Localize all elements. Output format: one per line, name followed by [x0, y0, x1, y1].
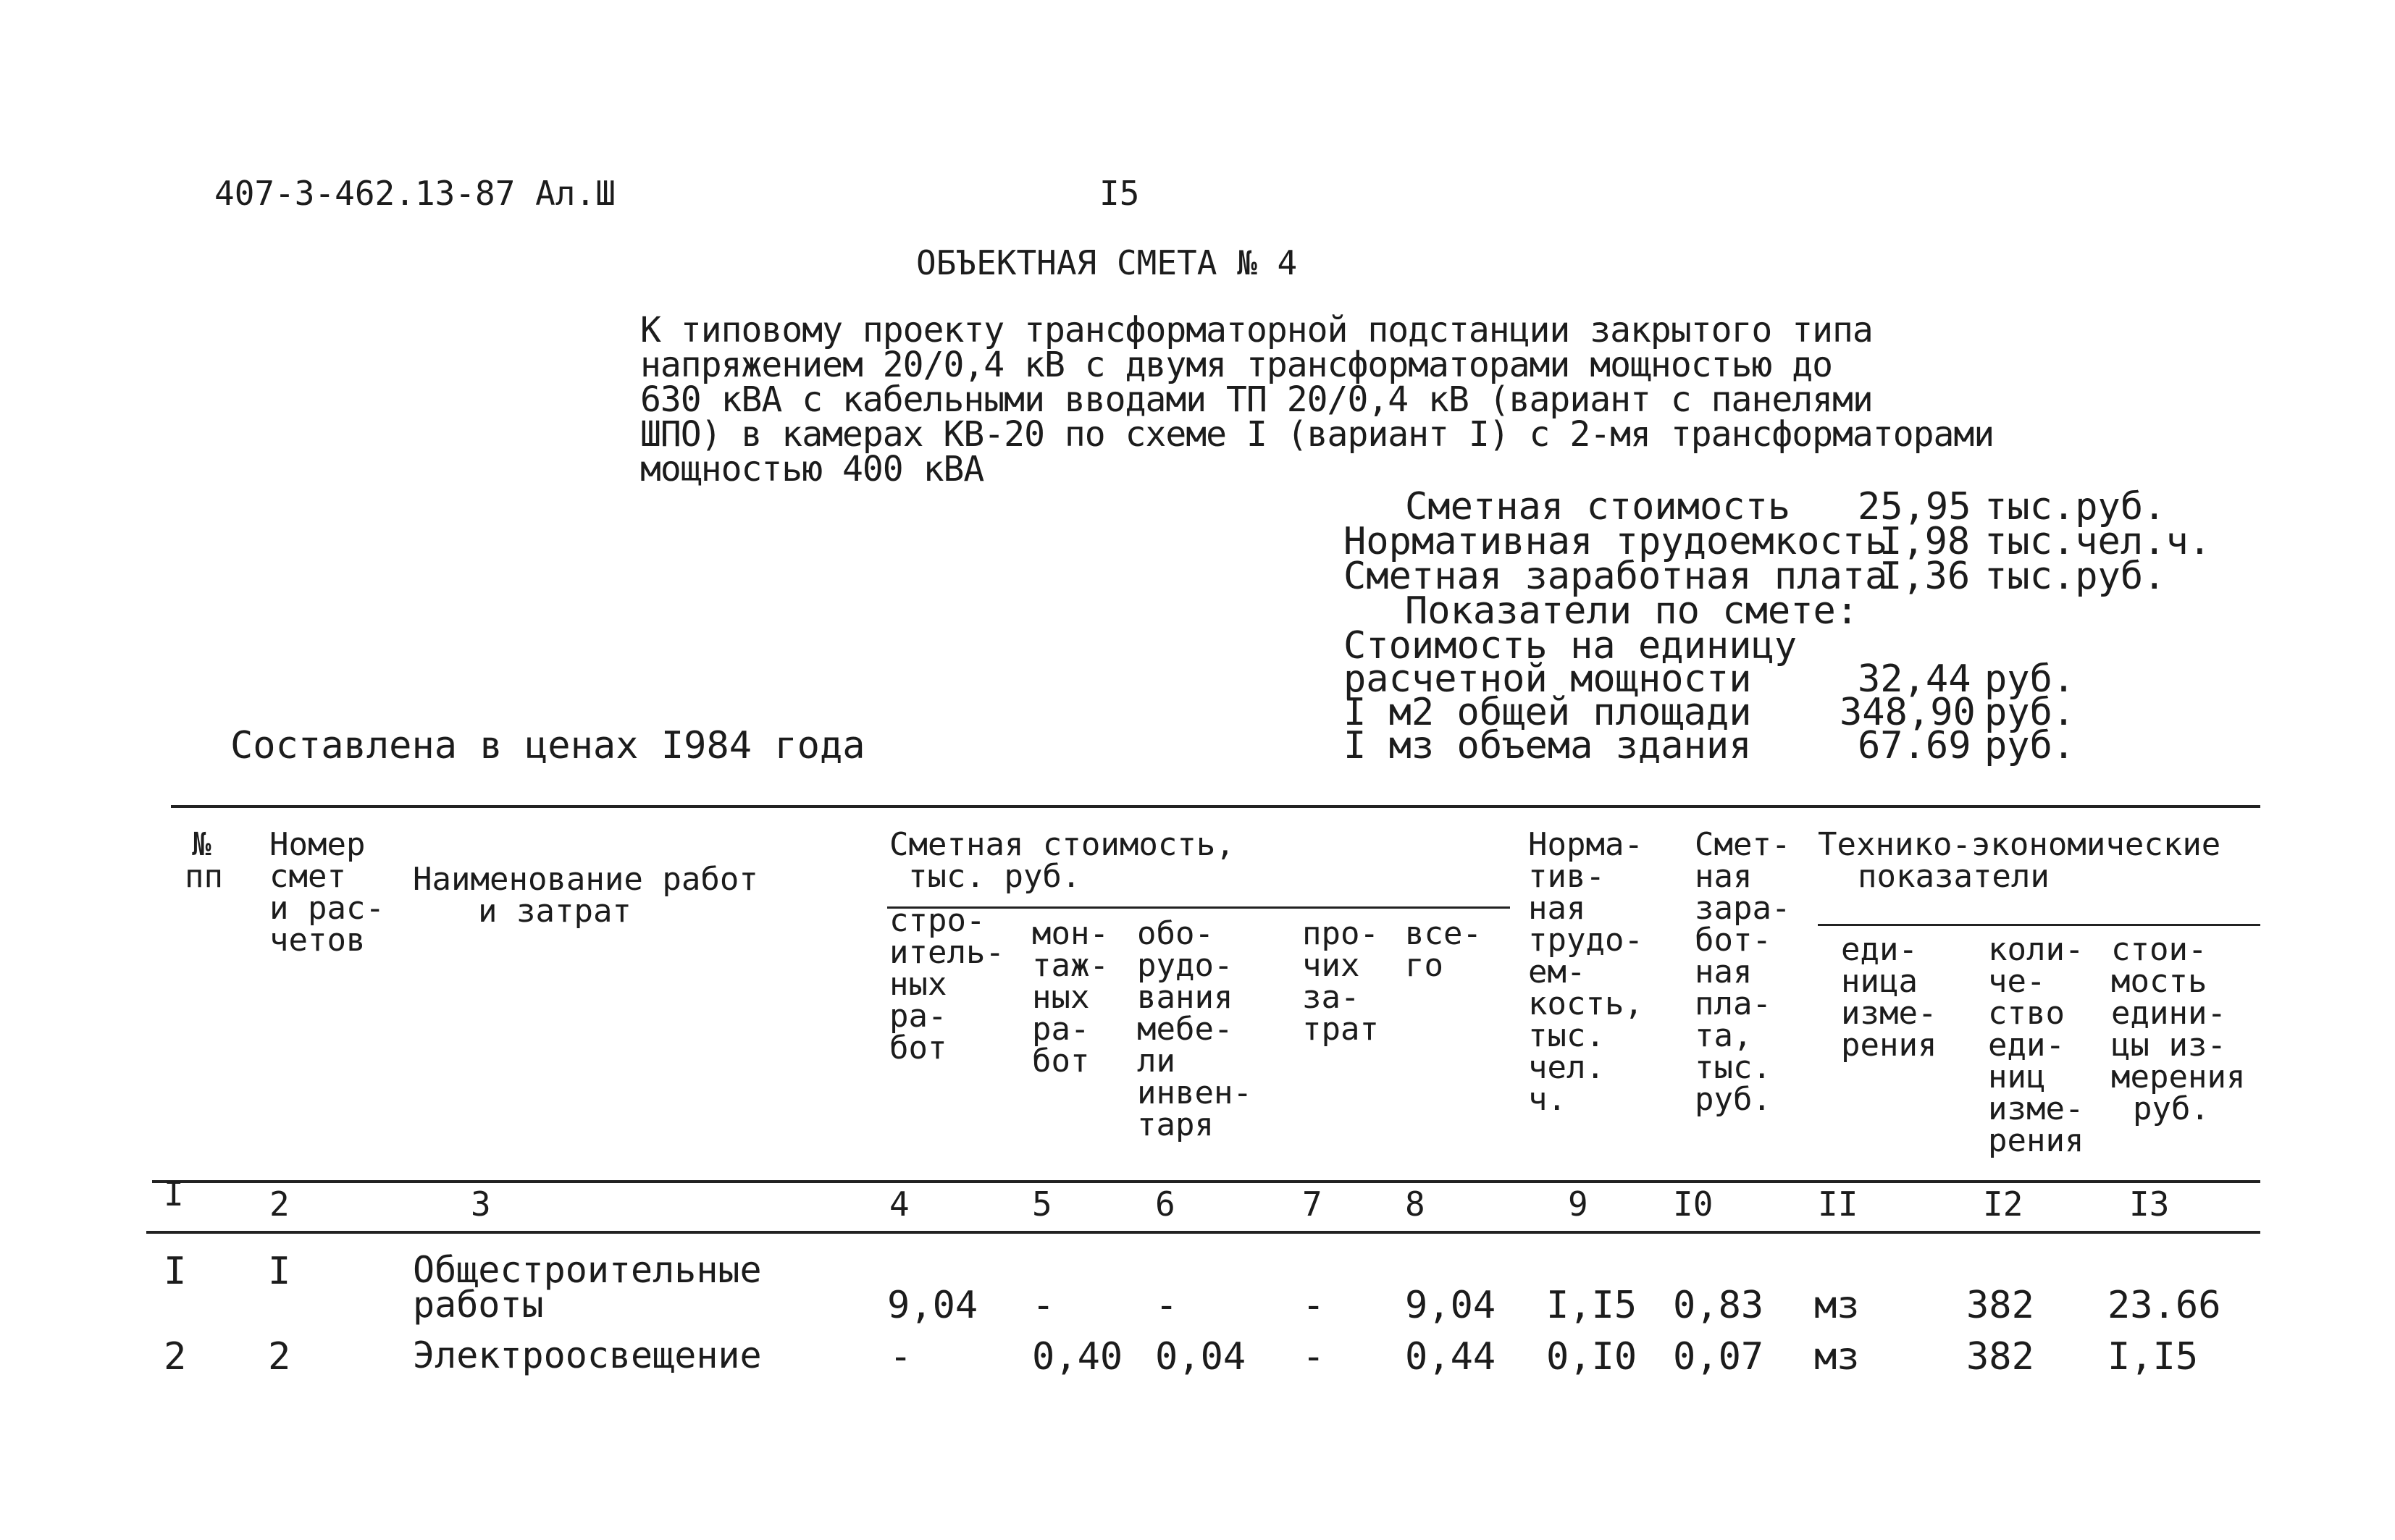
- row-1-name: Общестроительные работы: [413, 1249, 762, 1326]
- row-1-total: 9,04: [1405, 1284, 1496, 1327]
- header-col-2: Номер смет и рас- четов: [269, 826, 385, 959]
- summary-unit: тыс.руб.: [1984, 485, 2166, 529]
- summary-label: Сметная стоимость: [1405, 485, 1791, 529]
- indicator-label: I м2 общей площади: [1343, 691, 1752, 734]
- header-col-5: мон- таж- ных ра- бот: [1032, 915, 1109, 1080]
- column-number: II: [1818, 1185, 1858, 1224]
- intro-line: ШПО) в камерах КВ-20 по схеме I (вариант I) с 2-мя трансформаторами: [640, 414, 1995, 455]
- column-number: 3: [471, 1185, 491, 1224]
- header-col-13: стои- мость едини- цы из- мерения руб.: [2111, 931, 2246, 1127]
- header-col-4: стро- итель- ных ра- бот: [889, 902, 1004, 1066]
- header-cost-group: Сметная стоимость, тыс. руб.: [889, 826, 1235, 895]
- indicator-value: 348,90: [1840, 691, 1976, 734]
- column-number: I2: [1983, 1185, 2023, 1224]
- indicator-unit: руб.: [1984, 691, 2076, 734]
- tech-group-rule: [1818, 924, 2260, 926]
- row-2-install: 0,40: [1032, 1335, 1123, 1379]
- summary-label: Сметная заработная плата: [1343, 555, 1888, 598]
- header-col-11: еди- ница изме- рения: [1841, 931, 1937, 1064]
- summary-value: 25,95: [1858, 485, 1971, 529]
- intro-paragraph: [640, 310, 1995, 489]
- indicator-label: I мз объема здания: [1343, 724, 1752, 767]
- row-1-install: -: [1032, 1284, 1055, 1327]
- column-number: 7: [1302, 1185, 1322, 1224]
- row-1-wage: 0,83: [1673, 1284, 1764, 1327]
- column-number: I: [164, 1174, 184, 1213]
- indicator-unit: руб.: [1984, 657, 2076, 701]
- indicator-label: Стоимость на единицу: [1343, 624, 1798, 668]
- row-1-estimate: I: [268, 1250, 291, 1293]
- header-col-9: Норма- тив- ная трудо- ем- кость, тыс. чел. ч.: [1528, 826, 1643, 1118]
- document-code: 407-3-462.13-87 Ал.Ш: [214, 174, 616, 213]
- header-col-12: коли- че- ство еди- ниц изме- рения: [1988, 931, 2084, 1159]
- row-1-number: I: [164, 1250, 187, 1293]
- intro-line: мощностью 400 кВА: [640, 449, 984, 489]
- row-2-unit-cost: I,I5: [2107, 1335, 2199, 1379]
- header-col-8: все- го: [1405, 915, 1482, 984]
- column-number: 4: [889, 1185, 910, 1224]
- row-2-qty: 382: [1966, 1335, 2034, 1379]
- intro-line: напряжением 20/0,4 кВ с двумя трансформаторами мощностью до: [640, 345, 1833, 385]
- row-2-other: -: [1302, 1335, 1325, 1379]
- page-number: I5: [1099, 174, 1140, 213]
- indicators-heading: Показатели по смете:: [1405, 589, 1859, 633]
- row-1-unit: мз: [1814, 1284, 1860, 1327]
- indicator-unit: руб.: [1984, 724, 2076, 767]
- column-number: 8: [1405, 1185, 1425, 1224]
- row-2-unit: мз: [1814, 1335, 1860, 1379]
- header-col-6: обо- рудо- вания мебе- ли инвен- таря: [1137, 915, 1252, 1143]
- row-1-build: 9,04: [887, 1284, 978, 1327]
- column-number: 5: [1032, 1185, 1052, 1224]
- row-2-build: -: [889, 1335, 913, 1379]
- summary-label: Нормативная трудоемкость: [1343, 520, 1888, 563]
- row-1-equip: -: [1155, 1284, 1178, 1327]
- column-number: I3: [2129, 1185, 2170, 1224]
- summary-value: I,98: [1879, 520, 1971, 563]
- row-1-labor: I,I5: [1546, 1284, 1637, 1327]
- column-numbers-rule: [146, 1231, 2260, 1234]
- column-number: I0: [1673, 1185, 1714, 1224]
- prices-note: Составлена в ценах I984 года: [230, 724, 865, 767]
- row-2-number: 2: [164, 1335, 187, 1379]
- row-2-name: Электроосвещение: [413, 1334, 762, 1376]
- header-col-10: Смет- ная зара- бот- ная пла- та, тыс. руб.: [1695, 826, 1791, 1118]
- header-col-3: Наименование работ и затрат: [413, 861, 758, 930]
- row-1-other: -: [1302, 1284, 1325, 1327]
- summary-value: I,36: [1879, 555, 1971, 598]
- header-col-7: про- чих за- трат: [1302, 915, 1379, 1048]
- column-number: 2: [269, 1185, 290, 1224]
- column-number: 9: [1568, 1185, 1588, 1224]
- indicator-label: расчетной мощности: [1343, 657, 1752, 701]
- summary-unit: тыс.руб.: [1984, 555, 2166, 598]
- indicator-value: 32,44: [1858, 657, 1971, 701]
- summary-unit: тыс.чел.ч.: [1984, 520, 2212, 563]
- row-2-total: 0,44: [1405, 1335, 1496, 1379]
- header-bottom-rule: [152, 1180, 2260, 1183]
- intro-line: 630 кВА с кабельными вводами ТП 20/0,4 кВ (вариант с панелями: [640, 379, 1873, 420]
- row-1-qty: 382: [1966, 1284, 2034, 1327]
- row-1-unit-cost: 23.66: [2107, 1284, 2221, 1327]
- intro-line: К типовому проекту трансформаторной подстанции закрытого типа: [640, 310, 1873, 350]
- row-2-estimate: 2: [268, 1335, 291, 1379]
- table-top-rule: [171, 805, 2260, 808]
- column-number: 6: [1155, 1185, 1175, 1224]
- indicator-value: 67.69: [1858, 724, 1971, 767]
- row-2-labor: 0,I0: [1546, 1335, 1637, 1379]
- row-2-wage: 0,07: [1673, 1335, 1764, 1379]
- header-col-1: № пп: [185, 826, 223, 895]
- row-2-equip: 0,04: [1155, 1335, 1246, 1379]
- header-tech-group: Технико-экономические показатели: [1818, 826, 2221, 895]
- page-title: ОБЪЕКТНАЯ СМЕТА № 4: [916, 243, 1298, 282]
